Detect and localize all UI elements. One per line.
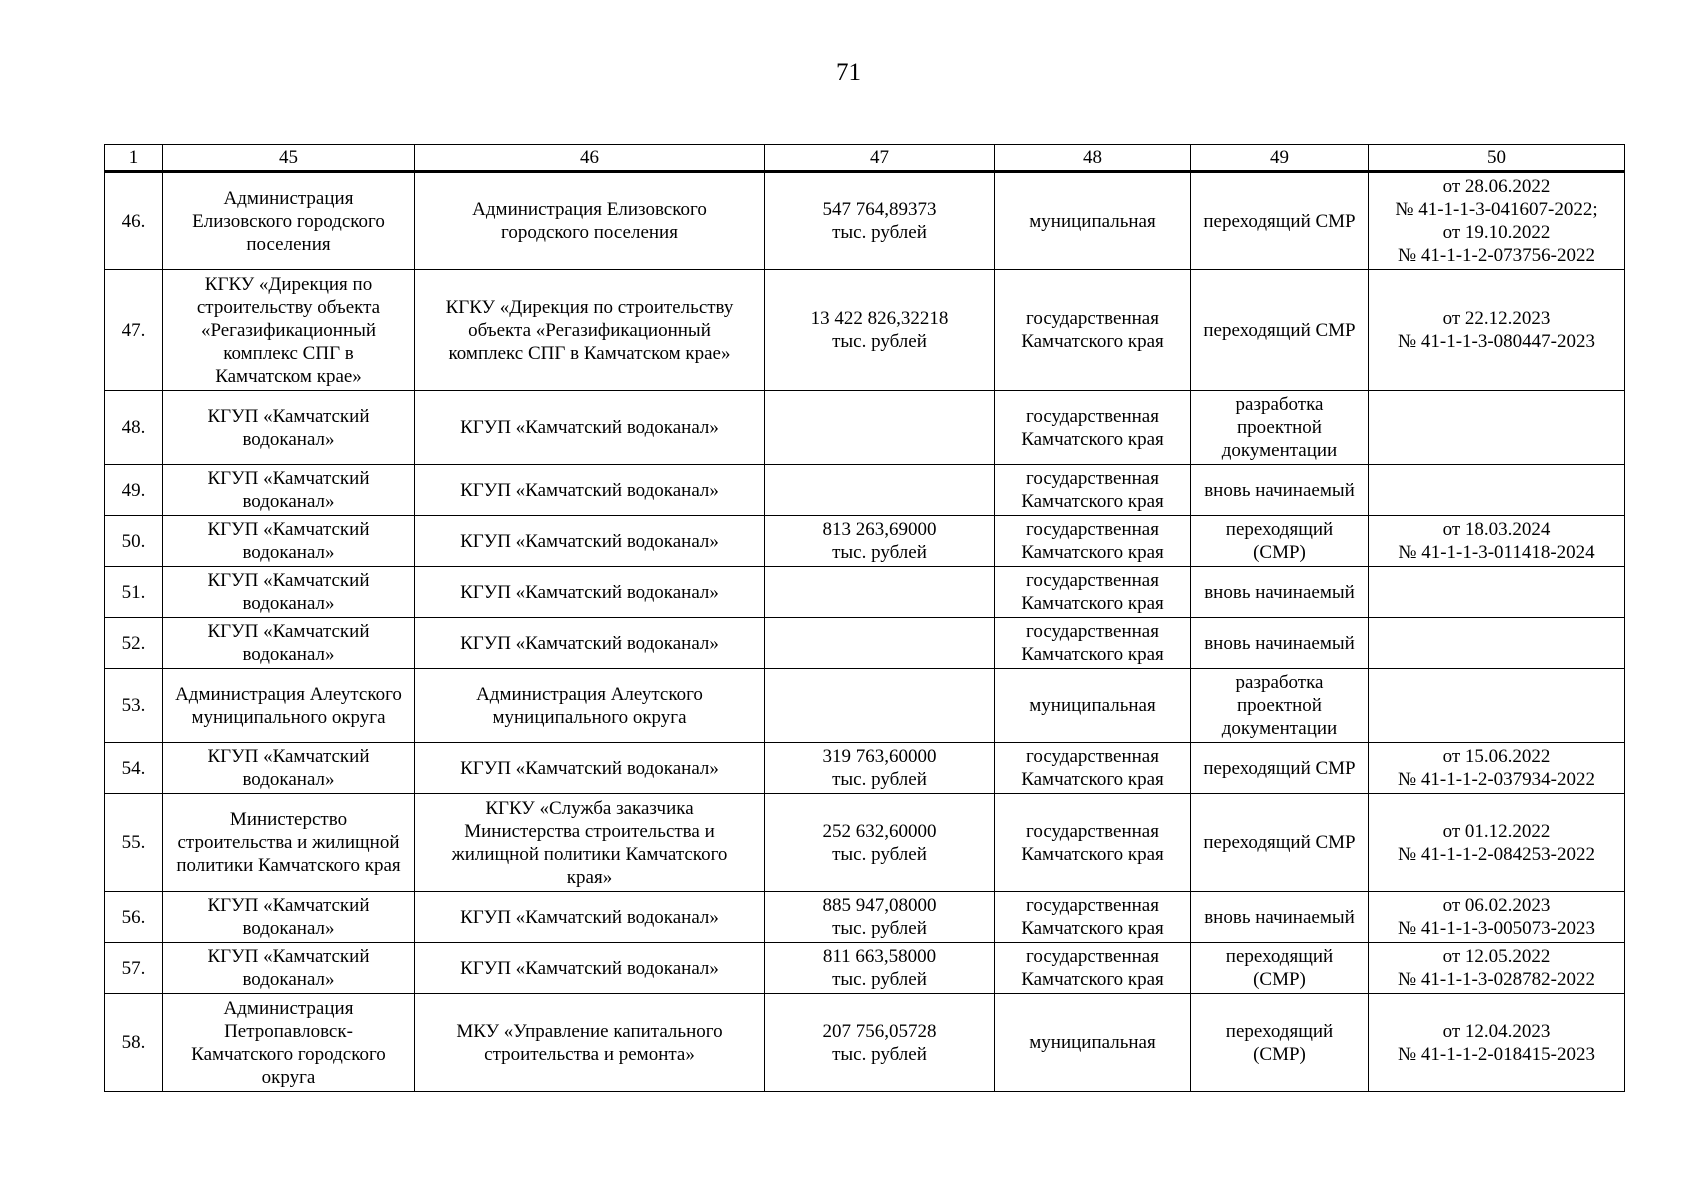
table-cell [995, 567, 1191, 618]
cell-text: КГУП «Камчатский водоканал» [207, 519, 370, 563]
table-cell [415, 465, 765, 516]
cell-text: государственная Камчатского края [1021, 570, 1164, 614]
table-cell [995, 994, 1191, 1092]
cell-text: 52. [121, 632, 146, 654]
cell-text: от 15.06.2022 № 41-1-1-2-037934-2022 [1397, 746, 1595, 790]
page-number: 71 [836, 59, 861, 86]
table-cell [415, 743, 765, 794]
cell-text: вновь начинаемый [1204, 906, 1355, 928]
table-cell [1191, 465, 1369, 516]
table-cell [105, 516, 163, 567]
table-cell [415, 943, 765, 994]
table-cell [1369, 465, 1625, 516]
cell-text: КГКУ «Служба заказчика Министерства строительства и жилищной политики Камчатского края» [451, 797, 728, 888]
cell-text: Администрация Петропавловск- Камчатского городского округа [191, 997, 386, 1088]
table-cell [1191, 794, 1369, 892]
table-cell [995, 172, 1191, 270]
table-cell [105, 391, 163, 465]
table-cell [415, 618, 765, 669]
cell-text: от 28.06.2022 № 41-1-1-3-041607-2022; от 19.10.2022 № 41-1-1-2-073756-2022 [1395, 176, 1598, 266]
table-cell [1191, 994, 1369, 1092]
cell-text: Министерство строительства и жилищной политики Камчатского края [176, 809, 401, 876]
table-cell [1191, 669, 1369, 743]
table-cell [765, 567, 995, 618]
table-cell [163, 465, 415, 516]
cell-text: государственная Камчатского края [1021, 946, 1164, 990]
table-cell [415, 669, 765, 743]
table-cell [995, 270, 1191, 391]
cell-text: вновь начинаемый [1204, 581, 1355, 603]
table-cell [415, 567, 765, 618]
table-cell [1191, 618, 1369, 669]
cell-text: 13 422 826,32218 тыс. рублей [810, 308, 949, 352]
cell-text: муниципальная [1029, 1032, 1156, 1053]
table-cell [415, 391, 765, 465]
cell-text: 57. [121, 957, 146, 979]
table-cell [415, 172, 765, 270]
cell-text: КГУП «Камчатский водоканал» [460, 479, 719, 501]
table-cell [163, 743, 415, 794]
table-cell [765, 465, 995, 516]
table-row [105, 943, 1625, 994]
table-cell [163, 892, 415, 943]
table-cell [415, 270, 765, 391]
column-header: 48 [995, 145, 1191, 172]
cell-text: государственная Камчатского края [1021, 621, 1164, 665]
table-cell [1369, 567, 1625, 618]
table-cell [163, 794, 415, 892]
table-body [105, 172, 1625, 1092]
cell-text: переходящий СМР [1203, 210, 1356, 232]
cell-text: от 01.12.2022 № 41-1-1-2-084253-2022 [1397, 820, 1595, 865]
table-cell [995, 943, 1191, 994]
cell-text: от 18.03.2024 № 41-1-1-3-011418-2024 [1398, 519, 1595, 563]
table-cell [1369, 172, 1625, 270]
cell-text: 58. [121, 1032, 146, 1053]
table-cell [995, 391, 1191, 465]
table-header-row [105, 145, 1625, 172]
table-cell [163, 172, 415, 270]
cell-text: 47. [121, 319, 146, 341]
cell-text: КГУП «Камчатский водоканал» [207, 895, 370, 939]
cell-text: 49. [121, 479, 146, 501]
cell-text: государственная Камчатского края [1021, 519, 1164, 563]
table-cell [765, 618, 995, 669]
table-cell [995, 618, 1191, 669]
cell-text: переходящий СМР [1203, 319, 1356, 341]
table-cell [765, 391, 995, 465]
cell-text: разработка проектной документации [1221, 394, 1338, 461]
table-row [105, 618, 1625, 669]
table-cell [1369, 743, 1625, 794]
cell-text: КГУП «Камчатский водоканал» [207, 746, 370, 790]
cell-text: 54. [121, 757, 146, 779]
cell-text: от 12.04.2023 № 41-1-1-2-018415-2023 [1397, 1020, 1595, 1065]
table-cell [1369, 943, 1625, 994]
cell-text: 811 663,58000 тыс. рублей [822, 946, 937, 990]
column-header: 45 [163, 145, 415, 172]
table-cell [1191, 943, 1369, 994]
cell-text: переходящий (СМР) [1225, 1020, 1334, 1065]
table-row [105, 892, 1625, 943]
cell-text: государственная Камчатского края [1021, 308, 1164, 352]
table-cell [1369, 794, 1625, 892]
table-cell [163, 618, 415, 669]
cell-text: разработка проектной документации [1221, 672, 1338, 739]
table-row [105, 567, 1625, 618]
cell-text: переходящий (СМР) [1225, 946, 1334, 990]
table-cell [105, 567, 163, 618]
cell-text: МКУ «Управление капитального строительства и ремонта» [456, 1020, 723, 1065]
table-cell [1191, 391, 1369, 465]
column-header: 49 [1191, 145, 1369, 172]
table-cell [415, 994, 765, 1092]
table-cell [415, 794, 765, 892]
cell-text: 50. [121, 530, 146, 552]
cell-text: от 12.05.2022 № 41-1-1-3-028782-2022 [1397, 946, 1595, 990]
cell-text: вновь начинаемый [1204, 479, 1355, 501]
cell-text: государственная Камчатского края [1021, 746, 1164, 790]
cell-text: 813 263,69000 тыс. рублей [822, 519, 937, 563]
table-row [105, 994, 1625, 1092]
cell-text: 46. [121, 210, 146, 232]
cell-text: вновь начинаемый [1204, 632, 1355, 654]
table-cell [415, 516, 765, 567]
cell-text: 48. [121, 417, 146, 438]
cell-text: КГКУ «Дирекция по строительству объекта «Регазификационный комплекс СПГ в Камчатском крае» [445, 296, 734, 364]
table-cell [105, 172, 163, 270]
cell-text: 56. [121, 906, 146, 928]
table-cell [765, 172, 995, 270]
table-cell [105, 794, 163, 892]
table-row [105, 270, 1625, 391]
table-cell [765, 892, 995, 943]
cell-text: 547 764,89373 тыс. рублей [822, 199, 937, 243]
table-cell [1369, 391, 1625, 465]
table-cell [765, 516, 995, 567]
table-cell [995, 892, 1191, 943]
cell-text: государственная Камчатского края [1021, 468, 1164, 512]
column-header: 47 [765, 145, 995, 172]
table-cell [163, 516, 415, 567]
cell-text: 51. [121, 581, 146, 603]
table-cell [765, 743, 995, 794]
table-cell [105, 618, 163, 669]
table-cell [765, 943, 995, 994]
table-cell [1369, 618, 1625, 669]
table-cell [1191, 172, 1369, 270]
cell-text: государственная Камчатского края [1021, 405, 1164, 450]
table-row [105, 391, 1625, 465]
cell-text: 319 763,60000 тыс. рублей [822, 746, 937, 790]
column-header: 46 [415, 145, 765, 172]
cell-text: Администрация Алеутского муниципального округа [476, 683, 703, 728]
table-cell [995, 794, 1191, 892]
column-header: 1 [105, 145, 163, 172]
cell-text: от 22.12.2023 № 41-1-1-3-080447-2023 [1397, 308, 1595, 352]
cell-text: 207 756,05728 тыс. рублей [822, 1020, 937, 1065]
table-cell [995, 669, 1191, 743]
table-cell [105, 943, 163, 994]
column-header: 50 [1369, 145, 1625, 172]
table-cell [105, 270, 163, 391]
table-cell [1369, 994, 1625, 1092]
cell-text: КГУП «Камчатский водоканал» [207, 946, 370, 990]
table-cell [163, 270, 415, 391]
table-cell [1369, 669, 1625, 743]
table-cell [1369, 270, 1625, 391]
cell-text: муниципальная [1029, 695, 1156, 716]
table-cell [765, 669, 995, 743]
cell-text: Администрация Елизовского городского поселения [192, 187, 385, 255]
table-cell [105, 669, 163, 743]
cell-text: муниципальная [1029, 210, 1156, 232]
cell-text: КГУП «Камчатский водоканал» [207, 405, 370, 450]
cell-text: государственная Камчатского края [1021, 820, 1164, 865]
cell-text: КГКУ «Дирекция по строительству объекта «Регазификационный комплекс СПГ в Камчатском крае» [196, 273, 381, 387]
cell-text: КГУП «Камчатский водоканал» [460, 417, 719, 438]
cell-text: переходящий (СМР) [1225, 519, 1334, 563]
cell-text: КГУП «Камчатский водоканал» [207, 621, 370, 665]
table-cell [163, 943, 415, 994]
cell-text: 55. [121, 832, 146, 853]
table-row [105, 669, 1625, 743]
cell-text: КГУП «Камчатский водоканал» [207, 468, 370, 512]
cell-text: Администрация Елизовского городского поселения [472, 199, 707, 243]
table-row [105, 172, 1625, 270]
table-cell [765, 994, 995, 1092]
cell-text: от 06.02.2023 № 41-1-1-3-005073-2023 [1397, 895, 1595, 939]
table-cell [1191, 516, 1369, 567]
cell-text: 252 632,60000 тыс. рублей [822, 820, 937, 865]
table-cell [163, 669, 415, 743]
table-cell [1191, 567, 1369, 618]
table-cell [1191, 270, 1369, 391]
table-row [105, 743, 1625, 794]
table-cell [105, 892, 163, 943]
table-row [105, 516, 1625, 567]
table-cell [1369, 516, 1625, 567]
table-row [105, 794, 1625, 892]
table-cell [415, 892, 765, 943]
cell-text: КГУП «Камчатский водоканал» [207, 570, 370, 614]
table-row [105, 465, 1625, 516]
table-cell [995, 516, 1191, 567]
table-cell [163, 994, 415, 1092]
table-cell [995, 465, 1191, 516]
cell-text: КГУП «Камчатский водоканал» [460, 957, 719, 979]
cell-text: КГУП «Камчатский водоканал» [460, 906, 719, 928]
table-cell [1369, 892, 1625, 943]
table-cell [105, 994, 163, 1092]
cell-text: переходящий СМР [1203, 757, 1356, 779]
cell-text: КГУП «Камчатский водоканал» [460, 581, 719, 603]
cell-text: КГУП «Камчатский водоканал» [460, 632, 719, 654]
table-cell [765, 270, 995, 391]
table-cell [163, 391, 415, 465]
table-cell [105, 743, 163, 794]
cell-text: 53. [121, 695, 146, 716]
cell-text: государственная Камчатского края [1021, 895, 1164, 939]
cell-text: переходящий СМР [1203, 832, 1356, 853]
table-cell [105, 465, 163, 516]
cell-text: Администрация Алеутского муниципального округа [175, 683, 402, 728]
table-cell [163, 567, 415, 618]
cell-text: КГУП «Камчатский водоканал» [460, 530, 719, 552]
document-table [104, 144, 1625, 1092]
table-cell [1191, 743, 1369, 794]
cell-text: КГУП «Камчатский водоканал» [460, 757, 719, 779]
table-cell [995, 743, 1191, 794]
table-cell [1191, 892, 1369, 943]
cell-text: 885 947,08000 тыс. рублей [822, 895, 937, 939]
table-cell [765, 794, 995, 892]
